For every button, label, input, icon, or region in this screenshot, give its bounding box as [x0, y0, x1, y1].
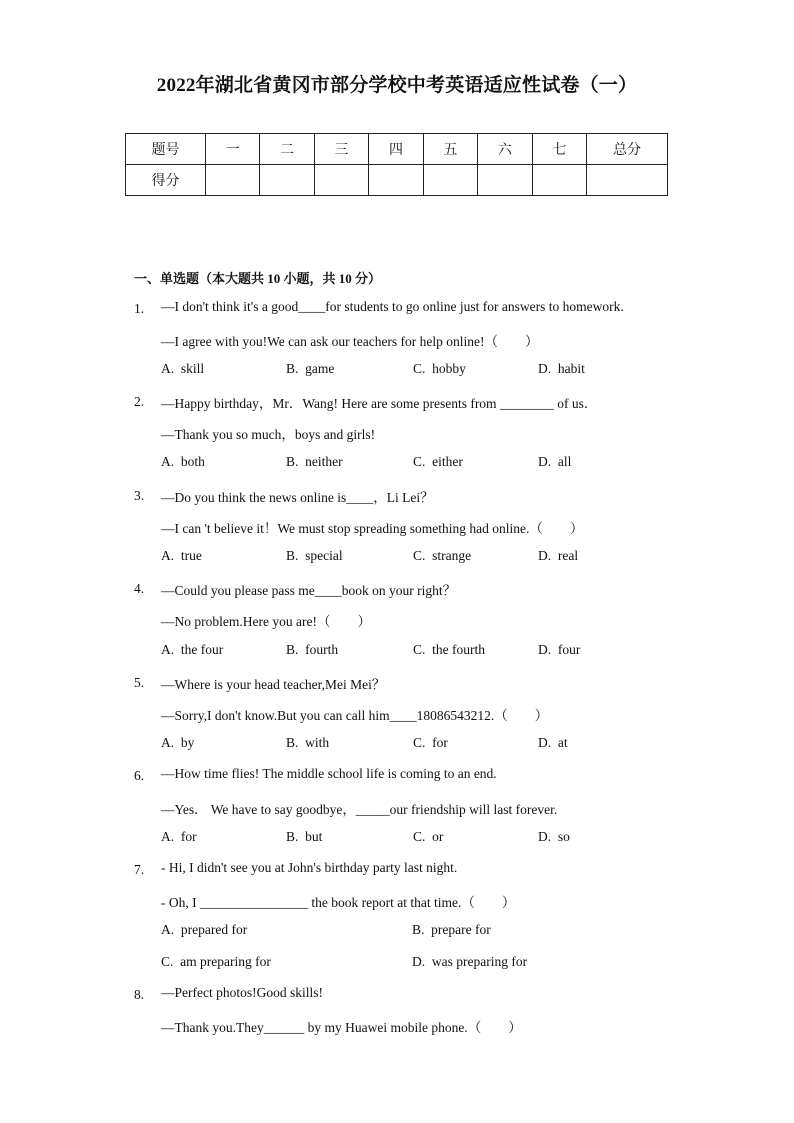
option-a[interactable]: A. the four	[161, 642, 224, 657]
question-line: —I can 't believe it！We must stop spreading something had online.（ ）	[161, 521, 584, 536]
option-b[interactable]: B. fourth	[286, 642, 339, 657]
score-cell[interactable]	[206, 165, 260, 196]
score-cell[interactable]	[260, 165, 314, 196]
option-b[interactable]: B. game	[286, 361, 335, 376]
option-a[interactable]: A. skill	[161, 361, 205, 376]
score-header-cell: 题号	[126, 134, 206, 165]
score-header-cell: 二	[260, 134, 314, 165]
option-c[interactable]: C. strange	[413, 548, 472, 563]
question-line: —Sorry,I don't know.But you can call him____18086543212.（ ）	[161, 708, 549, 723]
score-header-cell: 四	[369, 134, 423, 165]
question-number: 4.	[134, 581, 145, 596]
option-d[interactable]: D. all	[538, 454, 572, 469]
question-line: —Could you please pass me____book on your right？	[161, 583, 457, 598]
score-header-cell: 六	[478, 134, 532, 165]
question-line: —Yes． We have to say goodbye，_____our friendship will last forever.	[161, 802, 558, 817]
option-b[interactable]: B. neither	[286, 454, 343, 469]
option-a[interactable]: A. for	[161, 829, 197, 844]
option-d[interactable]: D. was preparing for	[412, 954, 528, 969]
score-table-score-row	[126, 165, 668, 196]
page-title: 2022年湖北省黄冈市部分学校中考英语适应性试卷（一）	[156, 75, 638, 96]
option-b[interactable]: B. with	[286, 735, 330, 750]
option-d[interactable]: D. four	[538, 642, 581, 657]
question-number: 7.	[134, 862, 145, 877]
option-c[interactable]: C. hobby	[413, 361, 466, 376]
question-line: - Hi, I didn't see you at John's birthday party last night.	[161, 860, 458, 875]
option-d[interactable]: D. at	[538, 735, 568, 750]
score-row-label: 得分	[126, 165, 206, 196]
option-d[interactable]: D. so	[538, 829, 570, 844]
question-line: —Where is your head teacher,Mei Mei？	[161, 677, 386, 692]
option-c[interactable]: C. or	[413, 829, 444, 844]
score-header-cell: 一	[206, 134, 260, 165]
score-cell[interactable]	[587, 165, 668, 196]
question-line: —Do you think the news online is____，Li Lei？	[161, 490, 434, 505]
option-a[interactable]: A. prepared for	[161, 922, 248, 937]
question-line: —I agree with you!We can ask our teachers for help online!（ ）	[161, 334, 539, 349]
option-b[interactable]: B. special	[286, 548, 343, 563]
question-line: —No problem.Here you are!（ ）	[161, 614, 371, 629]
question-number: 8.	[134, 987, 145, 1002]
question-line: - Oh, I ________________ the book report at that time.（ ）	[161, 895, 516, 910]
question-number: 3.	[134, 488, 145, 503]
question-line: —I don't think it's a good____for students to go online just for answers to homework.	[161, 299, 624, 314]
option-c[interactable]: C. am preparing for	[161, 954, 271, 969]
option-a[interactable]: A. by	[161, 735, 195, 750]
score-cell[interactable]	[314, 165, 368, 196]
question-number: 6.	[134, 768, 145, 783]
score-table-header-row	[126, 134, 668, 165]
option-c[interactable]: C. either	[413, 454, 463, 469]
question-line: —How time flies! The middle school life is coming to an end.	[161, 766, 497, 781]
section-heading: 一、单选题（本大题共 10 小题，共 10 分）	[134, 271, 382, 286]
question-number: 5.	[134, 675, 145, 690]
question-line: —Thank you so much，boys and girls!	[161, 427, 376, 442]
question-line: —Thank you.They______ by my Huawei mobile phone.（ ）	[161, 1020, 522, 1035]
option-b[interactable]: B. prepare for	[412, 922, 491, 937]
option-b[interactable]: B. but	[286, 829, 323, 844]
score-header-cell: 七	[532, 134, 586, 165]
option-d[interactable]: D. real	[538, 548, 579, 563]
option-a[interactable]: A. both	[161, 454, 205, 469]
question-line: —Perfect photos!Good skills!	[161, 985, 323, 1000]
score-cell[interactable]	[423, 165, 477, 196]
option-d[interactable]: D. habit	[538, 361, 585, 376]
option-c[interactable]: C. the fourth	[413, 642, 485, 657]
question-number: 2.	[134, 394, 145, 409]
score-cell[interactable]	[369, 165, 423, 196]
score-cell[interactable]	[478, 165, 532, 196]
score-header-cell: 总分	[587, 134, 668, 165]
score-header-cell: 三	[314, 134, 368, 165]
score-table	[125, 133, 668, 196]
option-a[interactable]: A. true	[161, 548, 202, 563]
option-c[interactable]: C. for	[413, 735, 448, 750]
score-header-cell: 五	[423, 134, 477, 165]
score-cell[interactable]	[532, 165, 586, 196]
question-line: —Happy birthday，Mr．Wang! Here are some presents from ________ of us．	[161, 396, 598, 411]
question-number: 1.	[134, 301, 145, 316]
